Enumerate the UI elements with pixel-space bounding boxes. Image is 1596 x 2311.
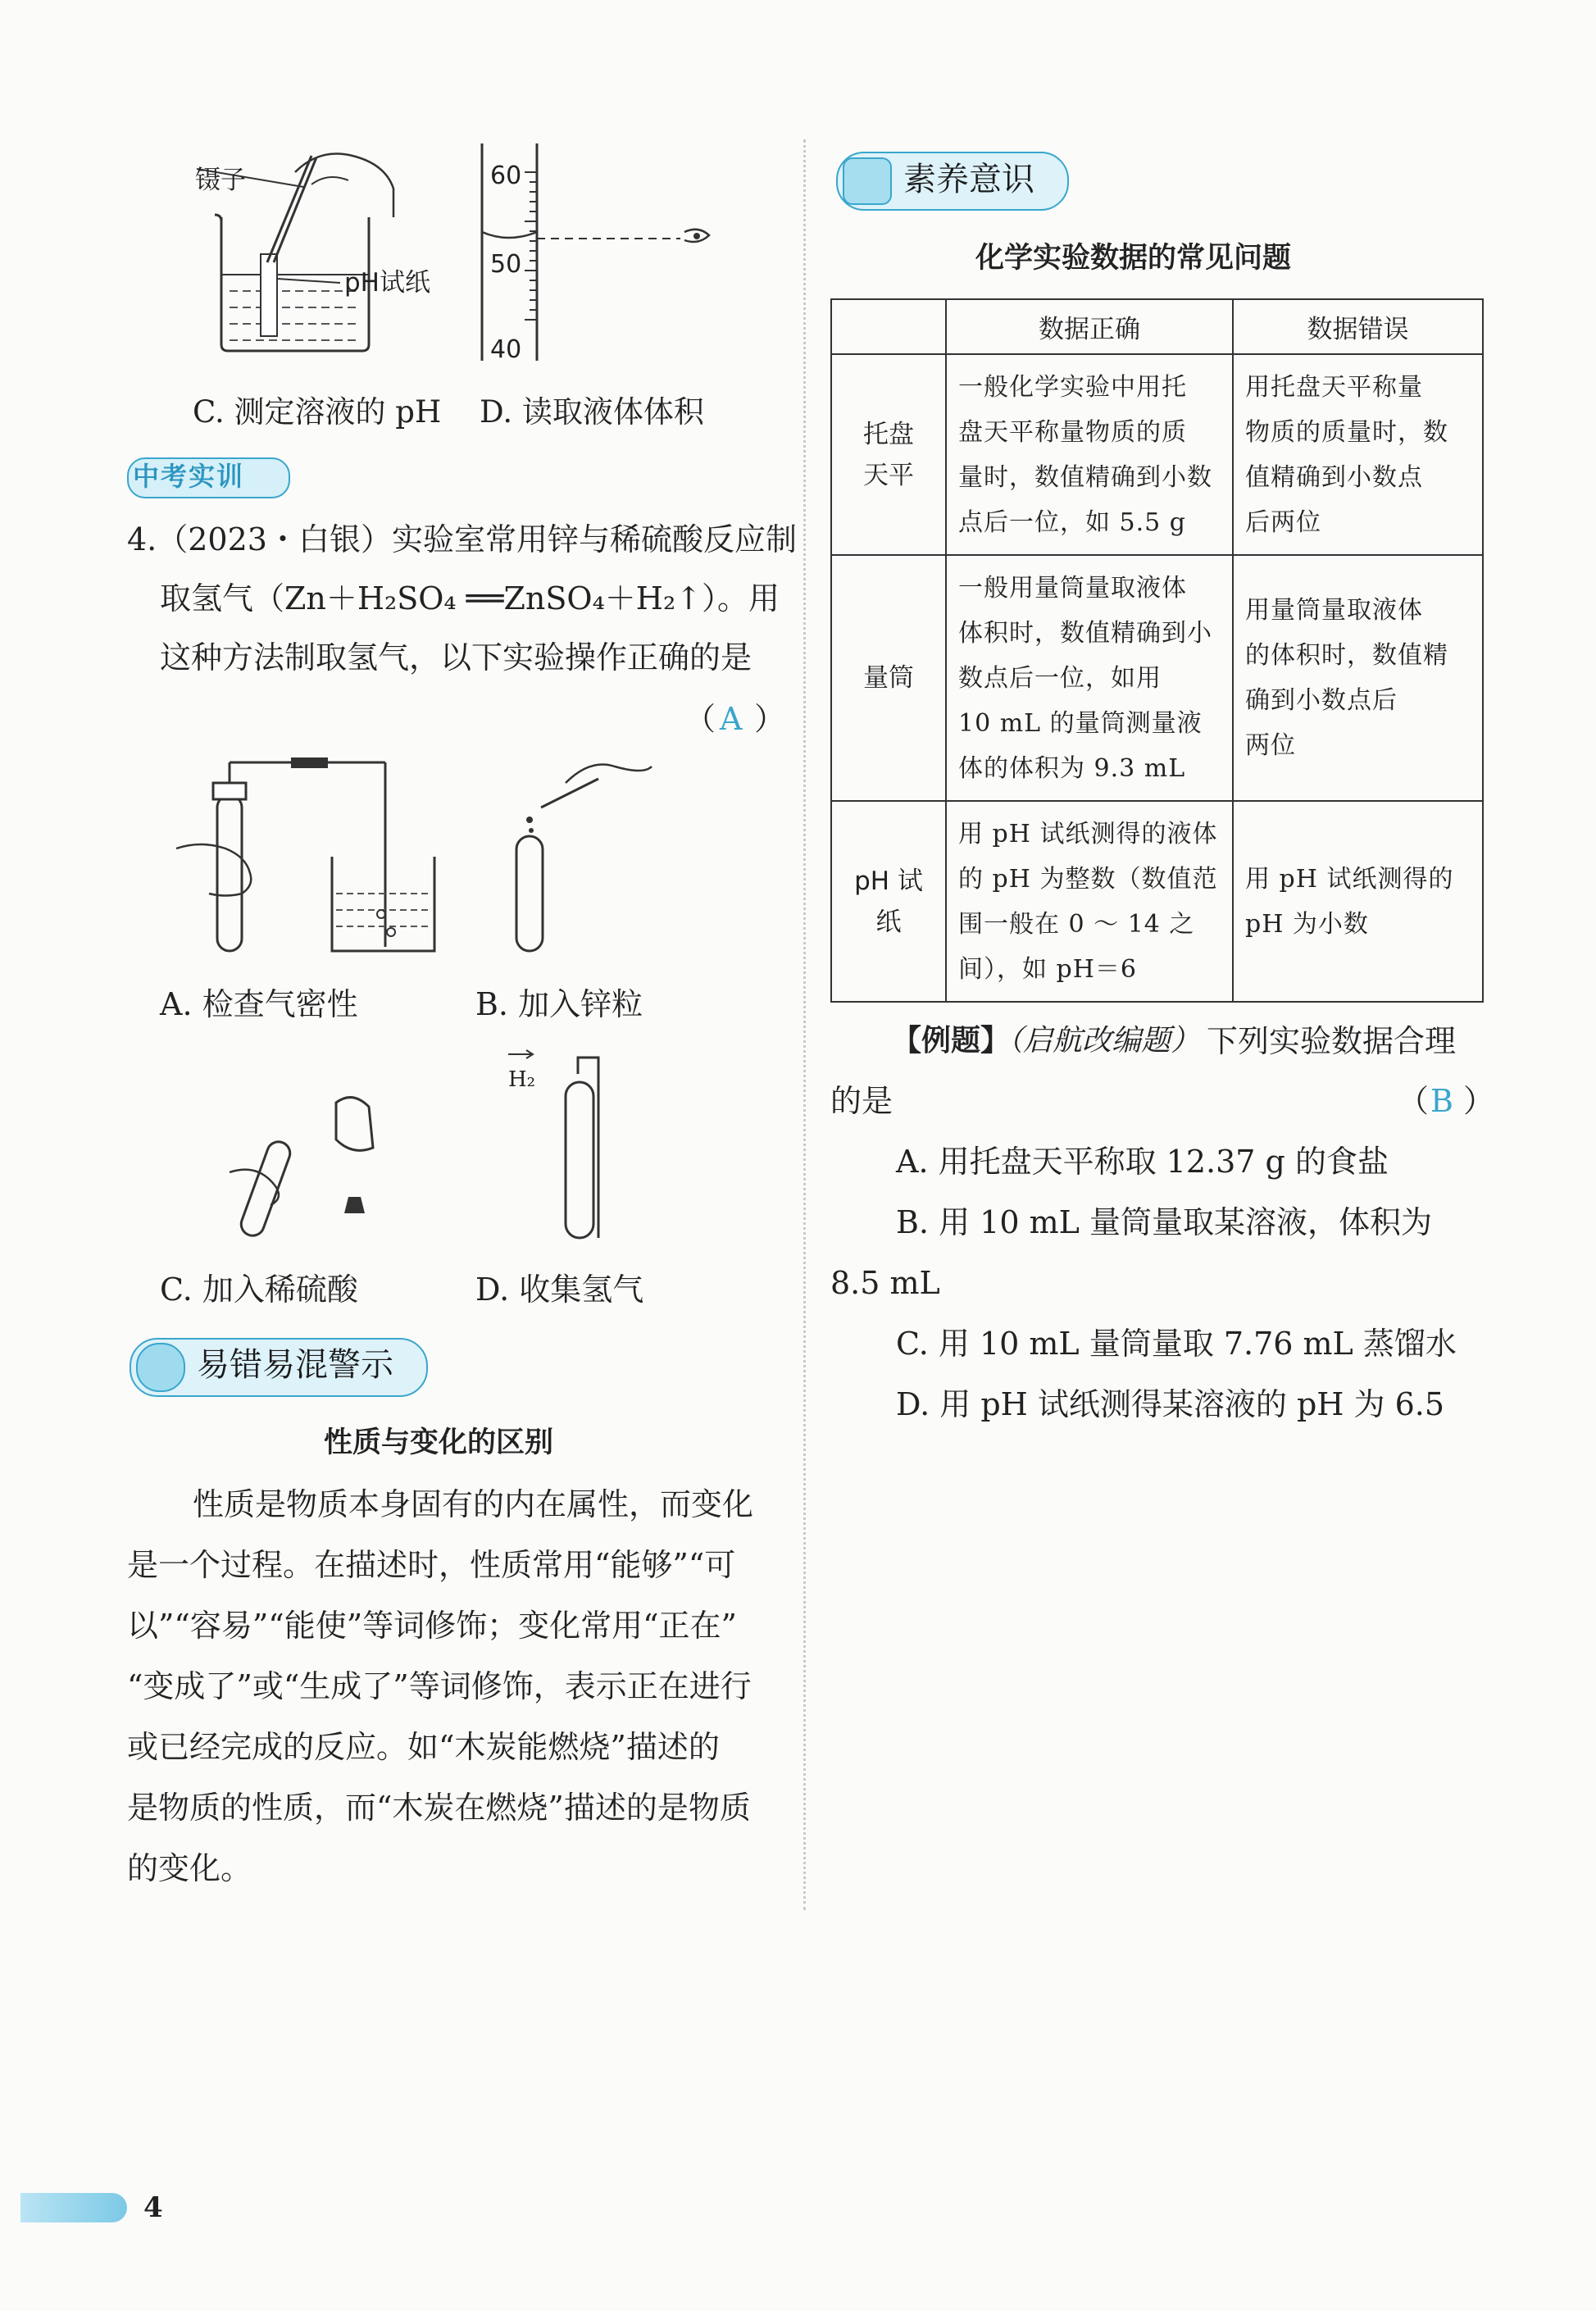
cell-line: 体的体积为 9.3 mL [958,753,1186,783]
warning-title: 性质与变化的区别 [324,1426,554,1459]
cell-line: 用量筒量取液体 [1245,596,1423,625]
example-option-c: C. 用 10 mL 量筒量取 7.76 mL 蒸馏水 [896,1326,1457,1362]
cell-line: 的 pH 为整数（数值范 [958,864,1218,894]
cell-line: 用 pH 试纸测得的 [1245,864,1454,894]
cell-line: 围一般在 0 ～ 14 之 [958,909,1195,939]
example-option-b-line1: B. 用 10 mL 量筒量取某溶液，体积为 [896,1204,1432,1240]
literacy-badge-label: 素养意识 [903,161,1034,198]
warning-line: 以”“容易”“能使”等词修饰；变化常用“正在” [127,1608,737,1644]
cell-line: 两位 [1245,731,1296,760]
cell-line: 值精确到小数点 [1245,462,1423,492]
cylinder-tick-40: 40 [490,335,522,364]
q4-line1: 4.（2023・白银）实验室常用锌与稀硫酸反应制 [127,521,797,557]
table-row [831,801,1483,1002]
cell-correct [946,801,1233,1002]
cell-line: 10 mL 的量筒测量液 [958,708,1203,738]
q4-line3: 这种方法制取氢气，以下实验操作正确的是 [160,639,753,676]
cell-line: 点后一位，如 5.5 g [958,507,1186,537]
q4-answer: A [720,701,743,737]
zhongkao-badge-label: 中考实训 [133,461,245,492]
q4-option-a: A. 检查气密性 [160,986,358,1022]
example-answer: B [1430,1083,1453,1119]
warning-line: 或已经完成的反应。如“木炭能燃烧”描述的 [127,1729,720,1765]
example-option-d: D. 用 pH 试纸测得某溶液的 pH 为 6.5 [896,1386,1445,1422]
ph-paper-label: pH试纸 [344,268,430,298]
cell-wrong [1233,801,1483,1002]
cylinder-tick-60: 60 [490,161,522,190]
literacy-badge-icon [843,157,892,205]
cell-correct [946,354,1233,555]
h2-label: H₂ [508,1067,536,1092]
row-head-text: 托盘 [863,419,914,449]
example-option-b-line2: 8.5 mL [830,1265,940,1301]
add-acid-figure [230,1074,393,1246]
cell-line: 盘天平称量物质的质 [958,417,1187,447]
cell-line: 用托盘天平称量 [1245,372,1423,402]
cell-line: 用 pH 试纸测得的液体 [958,819,1218,848]
warning-line: 性质是物质本身固有的内在属性，而变化 [193,1486,754,1522]
example-answer-close: ） [1463,1083,1495,1119]
add-zinc-figure [508,758,656,955]
warning-badge-label: 易错易混警示 [197,1346,393,1384]
page-number: 4 [143,2191,163,2224]
airtightness-figure [176,750,439,963]
cell-line: 物质的质量时，数 [1245,417,1448,447]
cylinder-tick-50: 50 [490,250,522,279]
warning-line: “变成了”或“生成了”等词修饰，表示正在进行 [127,1668,752,1704]
warning-badge-icon [136,1343,185,1392]
top-option-c: C. 测定溶液的 pH [193,394,442,430]
row-head-ph-paper [831,801,946,1002]
cell-line: 数点后一位，如用 [958,663,1162,693]
table-header-row [831,299,1483,354]
row-head-text: 量筒 [863,663,914,693]
row-head-text: 天平 [863,460,914,490]
cell-line: 一般化学实验中用托 [958,372,1187,402]
cell-line: pH 为小数 [1245,909,1369,939]
q4-answer-open: （ [684,701,716,737]
cell-line: 后两位 [1245,507,1321,537]
example-answer-open: （ [1398,1083,1430,1119]
table-header-wrong: 数据错误 [1233,299,1483,354]
cell-line: 体积时，数值精确到小 [958,618,1212,648]
example-stem-2: 的是 [830,1083,893,1119]
table-row [831,354,1483,555]
warning-line: 的变化。 [127,1850,252,1886]
example-option-a: A. 用托盘天平称取 12.37 g 的食盐 [896,1144,1389,1180]
page-footer-bar [20,2193,127,2222]
example-stem-1: 下列实验数据合理 [1207,1023,1457,1059]
literacy-title: 化学实验数据的常见问题 [975,242,1292,275]
q4-answer-close: ） [754,701,786,737]
cell-wrong [1233,555,1483,801]
cell-wrong [1233,354,1483,555]
cell-line: 一般用量筒量取液体 [958,573,1187,603]
row-head-text: pH 试纸 [854,866,923,937]
cell-line: 间），如 pH＝6 [958,954,1137,984]
cell-line: 量时，数值精确到小数 [958,462,1212,492]
q4-option-d: D. 收集氢气 [475,1272,644,1308]
example-tag: 【例题】 [892,1024,1011,1058]
top-option-d: D. 读取液体体积 [480,394,704,430]
column-divider [803,139,806,1910]
table-row [831,555,1483,801]
warning-line: 是一个过程。在描述时，性质常用“能够”“可 [127,1547,736,1583]
data-problems-table [830,298,1484,1003]
example-source: （启航改编题） [994,1024,1201,1058]
q4-option-b: B. 加入锌粒 [475,986,643,1022]
row-head-balance [831,354,946,555]
table-header-correct: 数据正确 [946,299,1233,354]
table-header-empty [831,299,946,354]
cell-correct [946,555,1233,801]
row-head-cylinder [831,555,946,801]
cell-line: 确到小数点后 [1245,686,1398,715]
q4-option-c: C. 加入稀硫酸 [160,1272,358,1308]
warning-line: 是物质的性质，而“木炭在燃烧”描述的是物质 [127,1790,751,1826]
cell-line: 的体积时，数值精 [1245,641,1448,670]
tweezers-label: 镊子 [195,166,246,195]
q4-line2: 取氢气（Zn＋H₂SO₄ ══ZnSO₄＋H₂↑）。用 [160,580,780,616]
